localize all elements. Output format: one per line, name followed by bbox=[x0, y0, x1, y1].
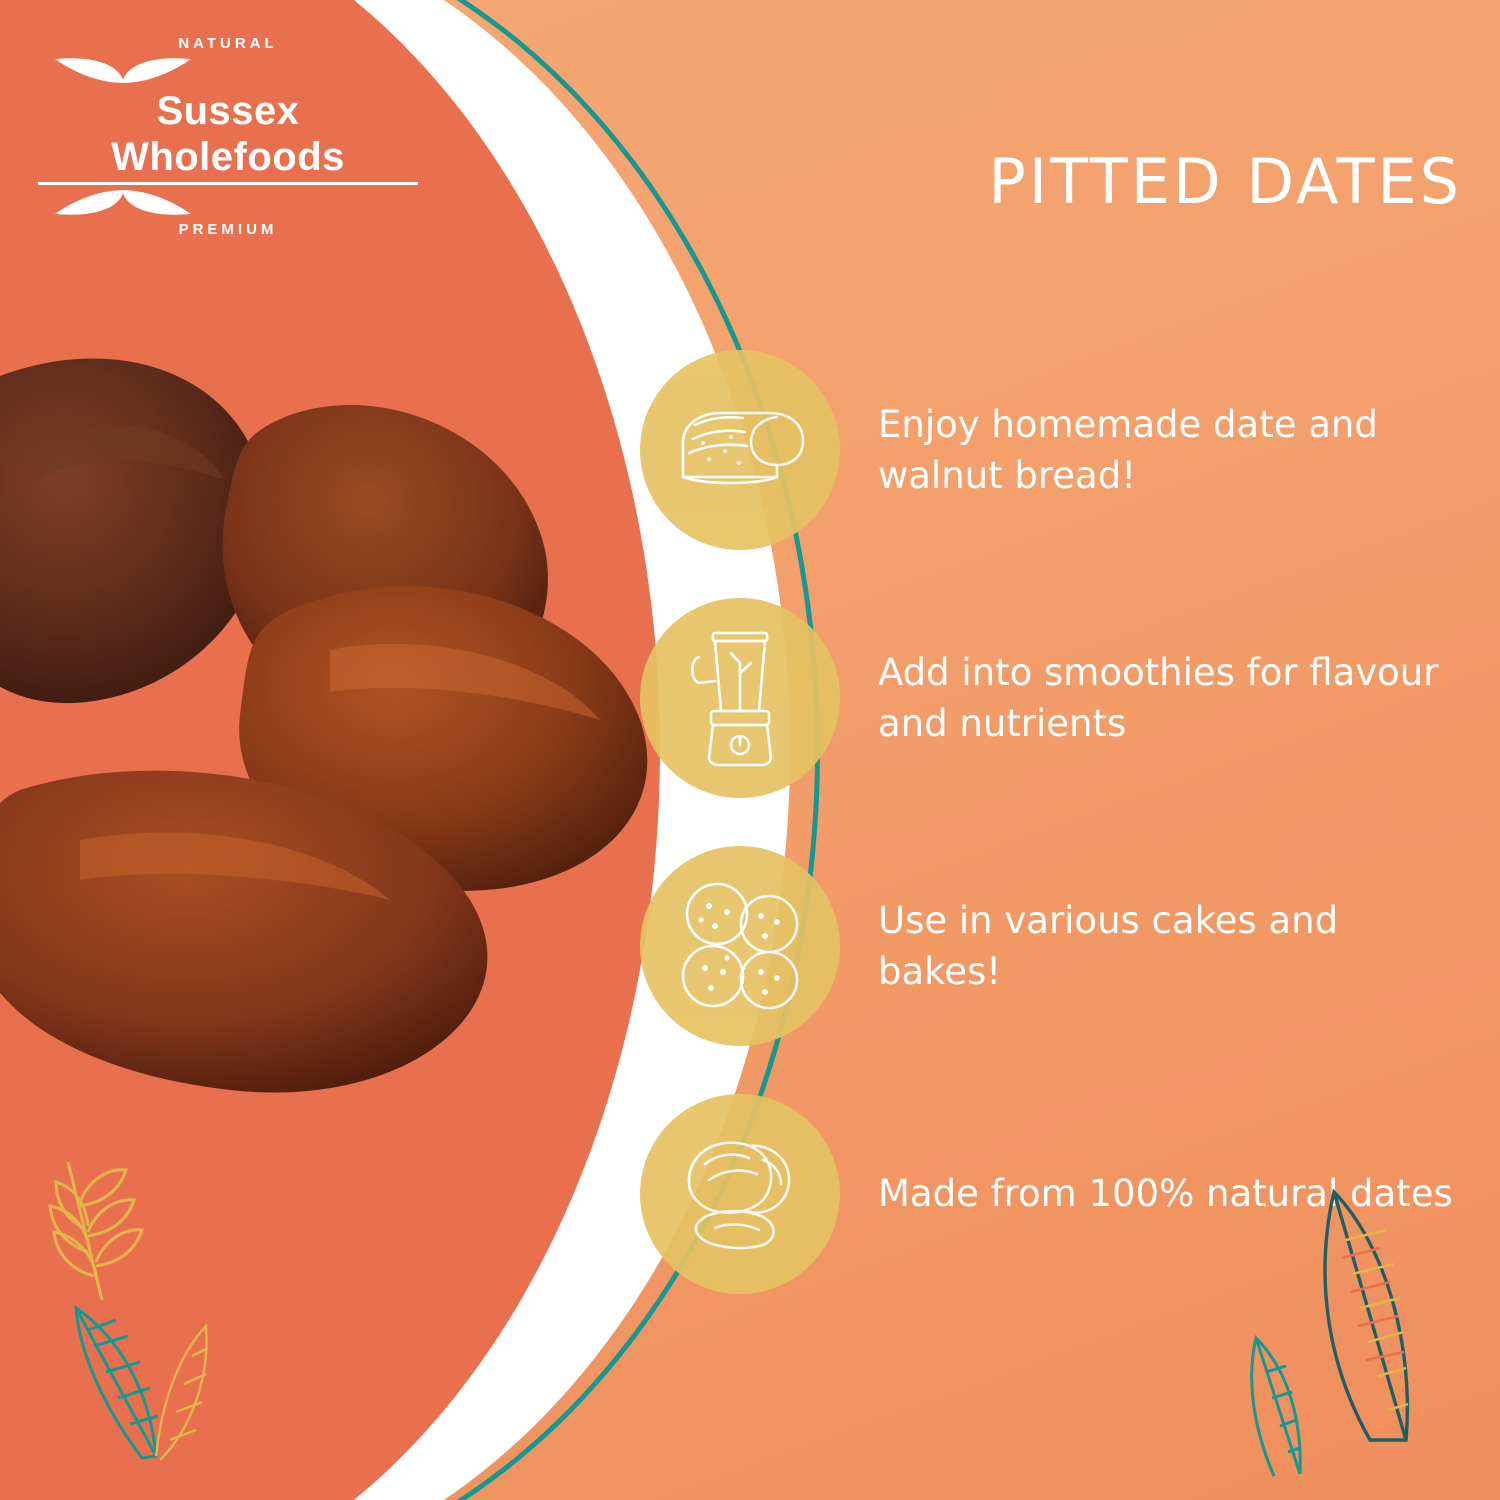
feature-badge bbox=[640, 598, 840, 798]
blender-icon bbox=[675, 623, 805, 773]
leaf-branch-left bbox=[10, 1140, 240, 1470]
feature-text: Use in various cakes and bakes! bbox=[878, 898, 1339, 993]
list-item bbox=[640, 846, 1460, 1046]
logo-brand-name: Sussex Wholefoods bbox=[38, 88, 418, 185]
logo-bottom-word: PREMIUM bbox=[178, 221, 278, 238]
feature-text: Enjoy homemade date and walnut bread! bbox=[878, 402, 1378, 497]
brand-logo bbox=[38, 35, 418, 238]
pitted-dates-photo bbox=[0, 320, 720, 1100]
feature-badge bbox=[640, 846, 840, 1046]
feature-badge bbox=[640, 1094, 840, 1294]
feature-badge bbox=[640, 350, 840, 550]
leaf-icon bbox=[38, 185, 208, 219]
bread-loaf-icon bbox=[665, 385, 815, 515]
leaf-icon bbox=[38, 54, 208, 88]
cookies-icon bbox=[665, 876, 815, 1016]
dates-icon bbox=[665, 1124, 815, 1264]
page-title: PITTED DATES bbox=[988, 145, 1462, 218]
feature-text: Add into smoothies for flavour and nutrients bbox=[878, 650, 1439, 745]
leaf-branch-right bbox=[1210, 1080, 1470, 1480]
list-item bbox=[640, 598, 1460, 798]
list-item bbox=[640, 350, 1460, 550]
feature-text: Made from 100% natural dates bbox=[878, 1172, 1453, 1216]
logo-top-word: NATURAL bbox=[178, 35, 278, 52]
